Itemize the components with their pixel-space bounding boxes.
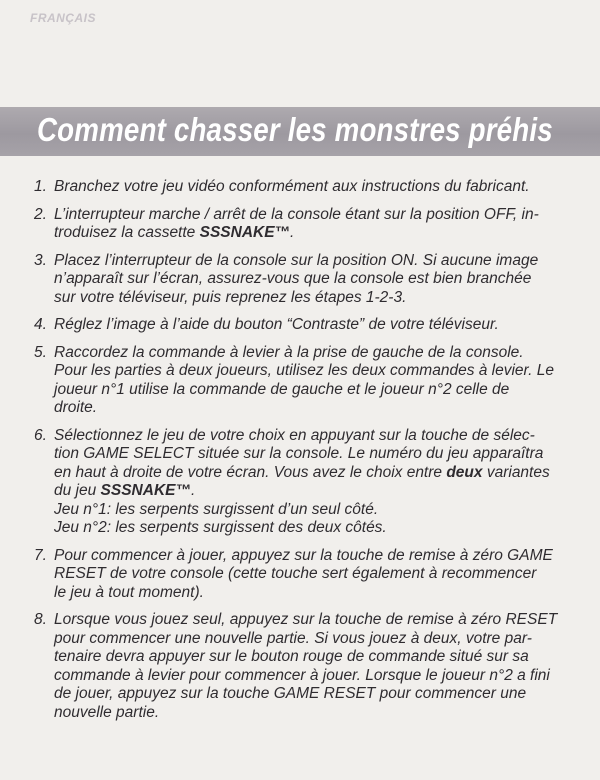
step-text-segment: du jeu	[54, 482, 101, 499]
game-variant-1: Jeu n°1: les serpents surgissent d’un seul côté.	[54, 500, 379, 518]
step-text-line: n’apparaît sur l’écran, assurez-vous que la console est bien branchée	[54, 270, 532, 287]
step-text-line: Lorsque vous jouez seul, appuyez sur la touche de remise à zéro RESET	[54, 611, 558, 628]
page-title: Comment chasser les monstres préhis	[37, 111, 553, 148]
step-text-line: tenaire devra appuyer sur le bouton rouge de commande situé sur sa	[54, 648, 529, 665]
step-text-line: tion GAME SELECT située sur la console. Le numéro du jeu apparaîtra	[54, 445, 544, 462]
step-text-line: RESET de votre console (cette touche sert également à recommencer	[54, 565, 537, 582]
step-text-line: Sélectionnez le jeu de votre choix en appuyant sur la touche de sélec-	[54, 426, 535, 444]
step-number: 2.	[34, 205, 47, 223]
step-6	[34, 427, 549, 538]
step-text-line	[54, 464, 549, 483]
step-number: 5.	[34, 343, 47, 361]
step-2	[34, 206, 549, 243]
instruction-list	[34, 178, 558, 731]
step-text-line: Réglez l’image à l’aide du bouton “Contraste” de votre téléviseur.	[54, 316, 499, 333]
game-name: SSSNAKE™	[199, 224, 291, 241]
step-text-segment: .	[290, 224, 295, 241]
step-text-line: Raccordez la commande à levier à la prise de gauche de la console.	[54, 343, 524, 361]
step-text-line: Pour commencer à jouer, appuyez sur la touche de remise à zéro GAME	[54, 546, 553, 564]
step-5	[34, 343, 554, 418]
step-1	[34, 178, 549, 197]
step-text-line: Placez l’interrupteur de la console sur la position ON. Si aucune image	[54, 251, 539, 269]
step-text-line: de jouer, appuyez sur la touche GAME RESET pour commencer une	[54, 685, 527, 702]
step-text-segment: troduisez la cassette	[54, 224, 200, 241]
step-text-segment: .	[190, 482, 196, 499]
step-number: 1.	[34, 178, 47, 195]
step-text-line: nouvelle partie.	[54, 703, 160, 721]
step-text-line: Pour les parties à deux joueurs, utilisez les deux commandes à levier. Le	[54, 362, 554, 379]
step-text-line: droite.	[54, 399, 98, 416]
step-number: 6.	[34, 426, 47, 444]
game-variant-2: Jeu n°2: les serpents surgissent des deux côtés.	[54, 519, 387, 536]
step-text-line: L’interrupteur marche / arrêt de la console étant sur la position OFF, in-	[54, 205, 539, 223]
game-name: SSSNAKE™	[100, 482, 191, 499]
step-8	[34, 611, 558, 722]
step-text-segment: variantes	[482, 463, 550, 481]
emphasis-word: deux	[446, 463, 483, 481]
step-number: 7.	[34, 546, 47, 564]
step-7	[34, 546, 553, 603]
step-3	[34, 252, 549, 308]
step-text-line: Branchez votre jeu vidéo conformément aux instructions du fabricant.	[54, 178, 530, 195]
step-text-line: sur votre téléviseur, puis reprenez les étapes 1-2-3.	[54, 288, 407, 306]
step-number: 4.	[34, 316, 47, 333]
step-4	[34, 316, 549, 335]
step-text-line	[54, 224, 549, 243]
step-text-line: le jeu à tout moment).	[54, 583, 204, 601]
step-text-line: pour commencer une nouvelle partie. Si vous jouez à deux, votre par-	[54, 629, 532, 647]
step-number: 8.	[34, 611, 47, 628]
step-text-line: joueur n°1 utilise la commande de gauche et le joueur n°2 celle de	[54, 380, 510, 398]
title-banner	[0, 107, 600, 156]
step-text-line	[54, 482, 549, 501]
step-text-line: commande à levier pour commencer à jouer. Lorsque le joueur n°2 a fini	[54, 666, 550, 684]
step-number: 3.	[34, 251, 47, 269]
step-text-segment: en haut à droite de votre écran. Vous avez le choix entre	[54, 463, 447, 481]
language-label: FRANÇAIS	[30, 11, 96, 25]
